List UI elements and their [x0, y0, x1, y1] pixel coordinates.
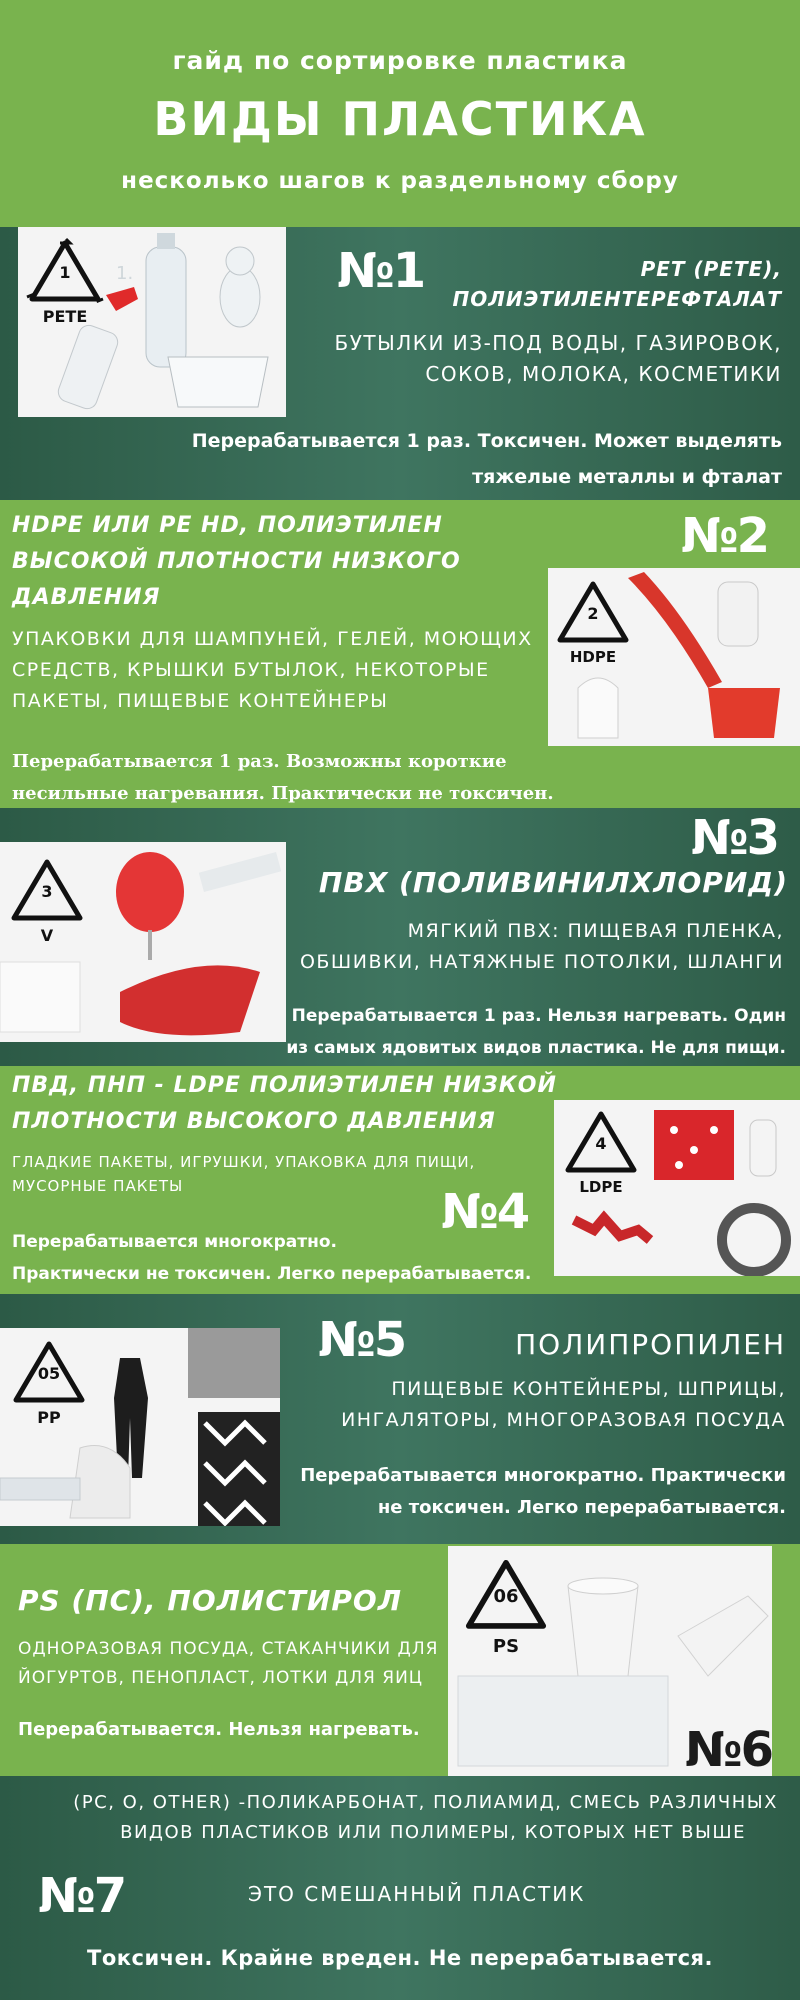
- recycling-note: несильные нагревания. Практически не токсичен.: [12, 783, 554, 804]
- recycling-note: Токсичен. Крайне вреден. Не перерабатывается.: [87, 1946, 713, 1970]
- plastic-name: ПВД, ПНП - LDPE ПОЛИЭТИЛЕН НИЗКОЙ: [12, 1073, 557, 1098]
- plastic-description: ПИЩЕВЫЕ КОНТЕЙНЕРЫ, ШПРИЦЫ,: [391, 1378, 786, 1400]
- section-number: №7: [38, 1868, 126, 1924]
- recycle-triangle-icon: 2 HDPE: [554, 578, 632, 660]
- section-3: [0, 808, 800, 1066]
- plastic-name: ВИДОВ ПЛАСТИКОВ ИЛИ ПОЛИМЕРЫ, КОТОРЫХ НЕТ ВЫШЕ: [120, 1822, 746, 1843]
- section-number: №5: [318, 1312, 406, 1368]
- recycling-note: Перерабатывается многократно. Практически: [300, 1465, 786, 1486]
- plastic-description: ЙОГУРТОВ, ПЕНОПЛАСТ, ЛОТКИ ДЛЯ ЯИЦ: [18, 1668, 424, 1688]
- header-tagline: несколько шагов к раздельному сбору: [121, 168, 679, 194]
- pet-products-photo: [18, 227, 286, 417]
- recycle-triangle-icon: 3 V: [8, 856, 86, 938]
- recycling-note: Перерабатывается многократно.: [12, 1232, 337, 1252]
- section-number: №2: [680, 508, 768, 564]
- recycling-note: Перерабатывается 1 раз. Возможны короткие: [12, 751, 507, 772]
- plastic-description: МУСОРНЫЕ ПАКЕТЫ: [12, 1177, 184, 1195]
- page-title: ВИДЫ ПЛАСТИКА: [153, 92, 647, 146]
- plastic-description: ИНГАЛЯТОРЫ, МНОГОРАЗОВАЯ ПОСУДА: [341, 1409, 786, 1431]
- section-1: [0, 227, 800, 500]
- plastic-name: HDPE ИЛИ PE HD, ПОЛИЭТИЛЕН: [12, 513, 443, 538]
- recycling-note: Перерабатывается 1 раз. Токсичен. Может выделять: [191, 430, 782, 452]
- plastic-name: ПЛОТНОСТИ ВЫСОКОГО ДАВЛЕНИЯ: [12, 1109, 496, 1134]
- plastic-name: ПОЛИПРОПИЛЕН: [515, 1328, 786, 1361]
- section-5: [0, 1294, 800, 1544]
- recycle-triangle-icon: 05 PP: [10, 1338, 88, 1420]
- plastic-description: УПАКОВКИ ДЛЯ ШАМПУНЕЙ, ГЕЛЕЙ, МОЮЩИХ: [12, 628, 533, 650]
- section-number: №6: [684, 1722, 772, 1776]
- plastic-description: ОДНОРАЗОВАЯ ПОСУДА, СТАКАНЧИКИ ДЛЯ: [18, 1639, 439, 1659]
- header-band: [0, 0, 800, 227]
- plastic-name: ПВХ (ПОЛИВИНИЛХЛОРИД): [318, 866, 788, 899]
- pp-products-photo: [0, 1328, 280, 1526]
- section-6: [0, 1544, 800, 1776]
- section-7: [0, 1776, 800, 2000]
- section-number: №4: [441, 1184, 529, 1240]
- section-2: [0, 500, 800, 808]
- plastic-name: ВЫСОКОЙ ПЛОТНОСТИ НИЗКОГО: [12, 549, 461, 574]
- ps-products-photo: [448, 1546, 772, 1776]
- pvc-products-photo: [0, 842, 286, 1042]
- recycling-note: из самых ядовитых видов пластика. Не для пищи.: [286, 1038, 786, 1058]
- section-number: №1: [337, 243, 425, 299]
- plastic-name: ДАВЛЕНИЯ: [12, 585, 161, 610]
- plastic-name: (PC, O, OTHER) -ПОЛИКАРБОНАТ, ПОЛИАМИД, СМЕСЬ РАЗЛИЧНЫХ: [73, 1792, 778, 1813]
- plastic-description: ЭТО СМЕШАННЫЙ ПЛАСТИК: [248, 1882, 586, 1906]
- section-number: №3: [690, 810, 778, 866]
- plastic-description: БУТЫЛКИ ИЗ-ПОД ВОДЫ, ГАЗИРОВОК,: [334, 331, 782, 355]
- section-4: [0, 1066, 800, 1294]
- recycle-triangle-icon: 06 PS: [462, 1556, 550, 1648]
- recycling-note: Перерабатывается 1 раз. Нельзя нагревать. Один: [291, 1006, 786, 1026]
- recycle-triangle-icon: 4 LDPE: [562, 1108, 640, 1190]
- plastic-description: МЯГКИЙ ПВХ: ПИЩЕВАЯ ПЛЕНКА,: [407, 920, 784, 942]
- svg-text:1.: 1.: [116, 263, 134, 284]
- recycling-note: тяжелые металлы и фталат: [472, 466, 782, 488]
- recycling-note: не токсичен. Легко перерабатывается.: [377, 1497, 786, 1518]
- plastic-name: ПОЛИЭТИЛЕНТЕРЕФТАЛАТ: [452, 287, 782, 311]
- recycling-note: Перерабатывается. Нельзя нагревать.: [18, 1719, 420, 1740]
- plastic-description: СРЕДСТВ, КРЫШКИ БУТЫЛОК, НЕКОТОРЫЕ: [12, 659, 490, 681]
- hdpe-products-photo: [548, 568, 800, 746]
- header-subtitle: гайд по сортировке пластика: [172, 46, 628, 75]
- plastic-description: ГЛАДКИЕ ПАКЕТЫ, ИГРУШКИ, УПАКОВКА ДЛЯ ПИЩИ,: [12, 1153, 476, 1171]
- plastic-name: PET (PETE),: [640, 257, 782, 281]
- ldpe-products-photo: [554, 1100, 800, 1276]
- plastic-name: PS (ПС), ПОЛИСТИРОЛ: [18, 1584, 402, 1617]
- plastic-description: СОКОВ, МОЛОКА, КОСМЕТИКИ: [425, 362, 782, 386]
- plastic-description: ПАКЕТЫ, ПИЩЕВЫЕ КОНТЕЙНЕРЫ: [12, 690, 389, 712]
- recycle-triangle-icon: 1 PETE: [26, 237, 104, 319]
- plastic-description: ОБШИВКИ, НАТЯЖНЫЕ ПОТОЛКИ, ШЛАНГИ: [299, 951, 784, 973]
- recycling-note: Практически не токсичен. Легко перерабатывается.: [12, 1264, 532, 1284]
